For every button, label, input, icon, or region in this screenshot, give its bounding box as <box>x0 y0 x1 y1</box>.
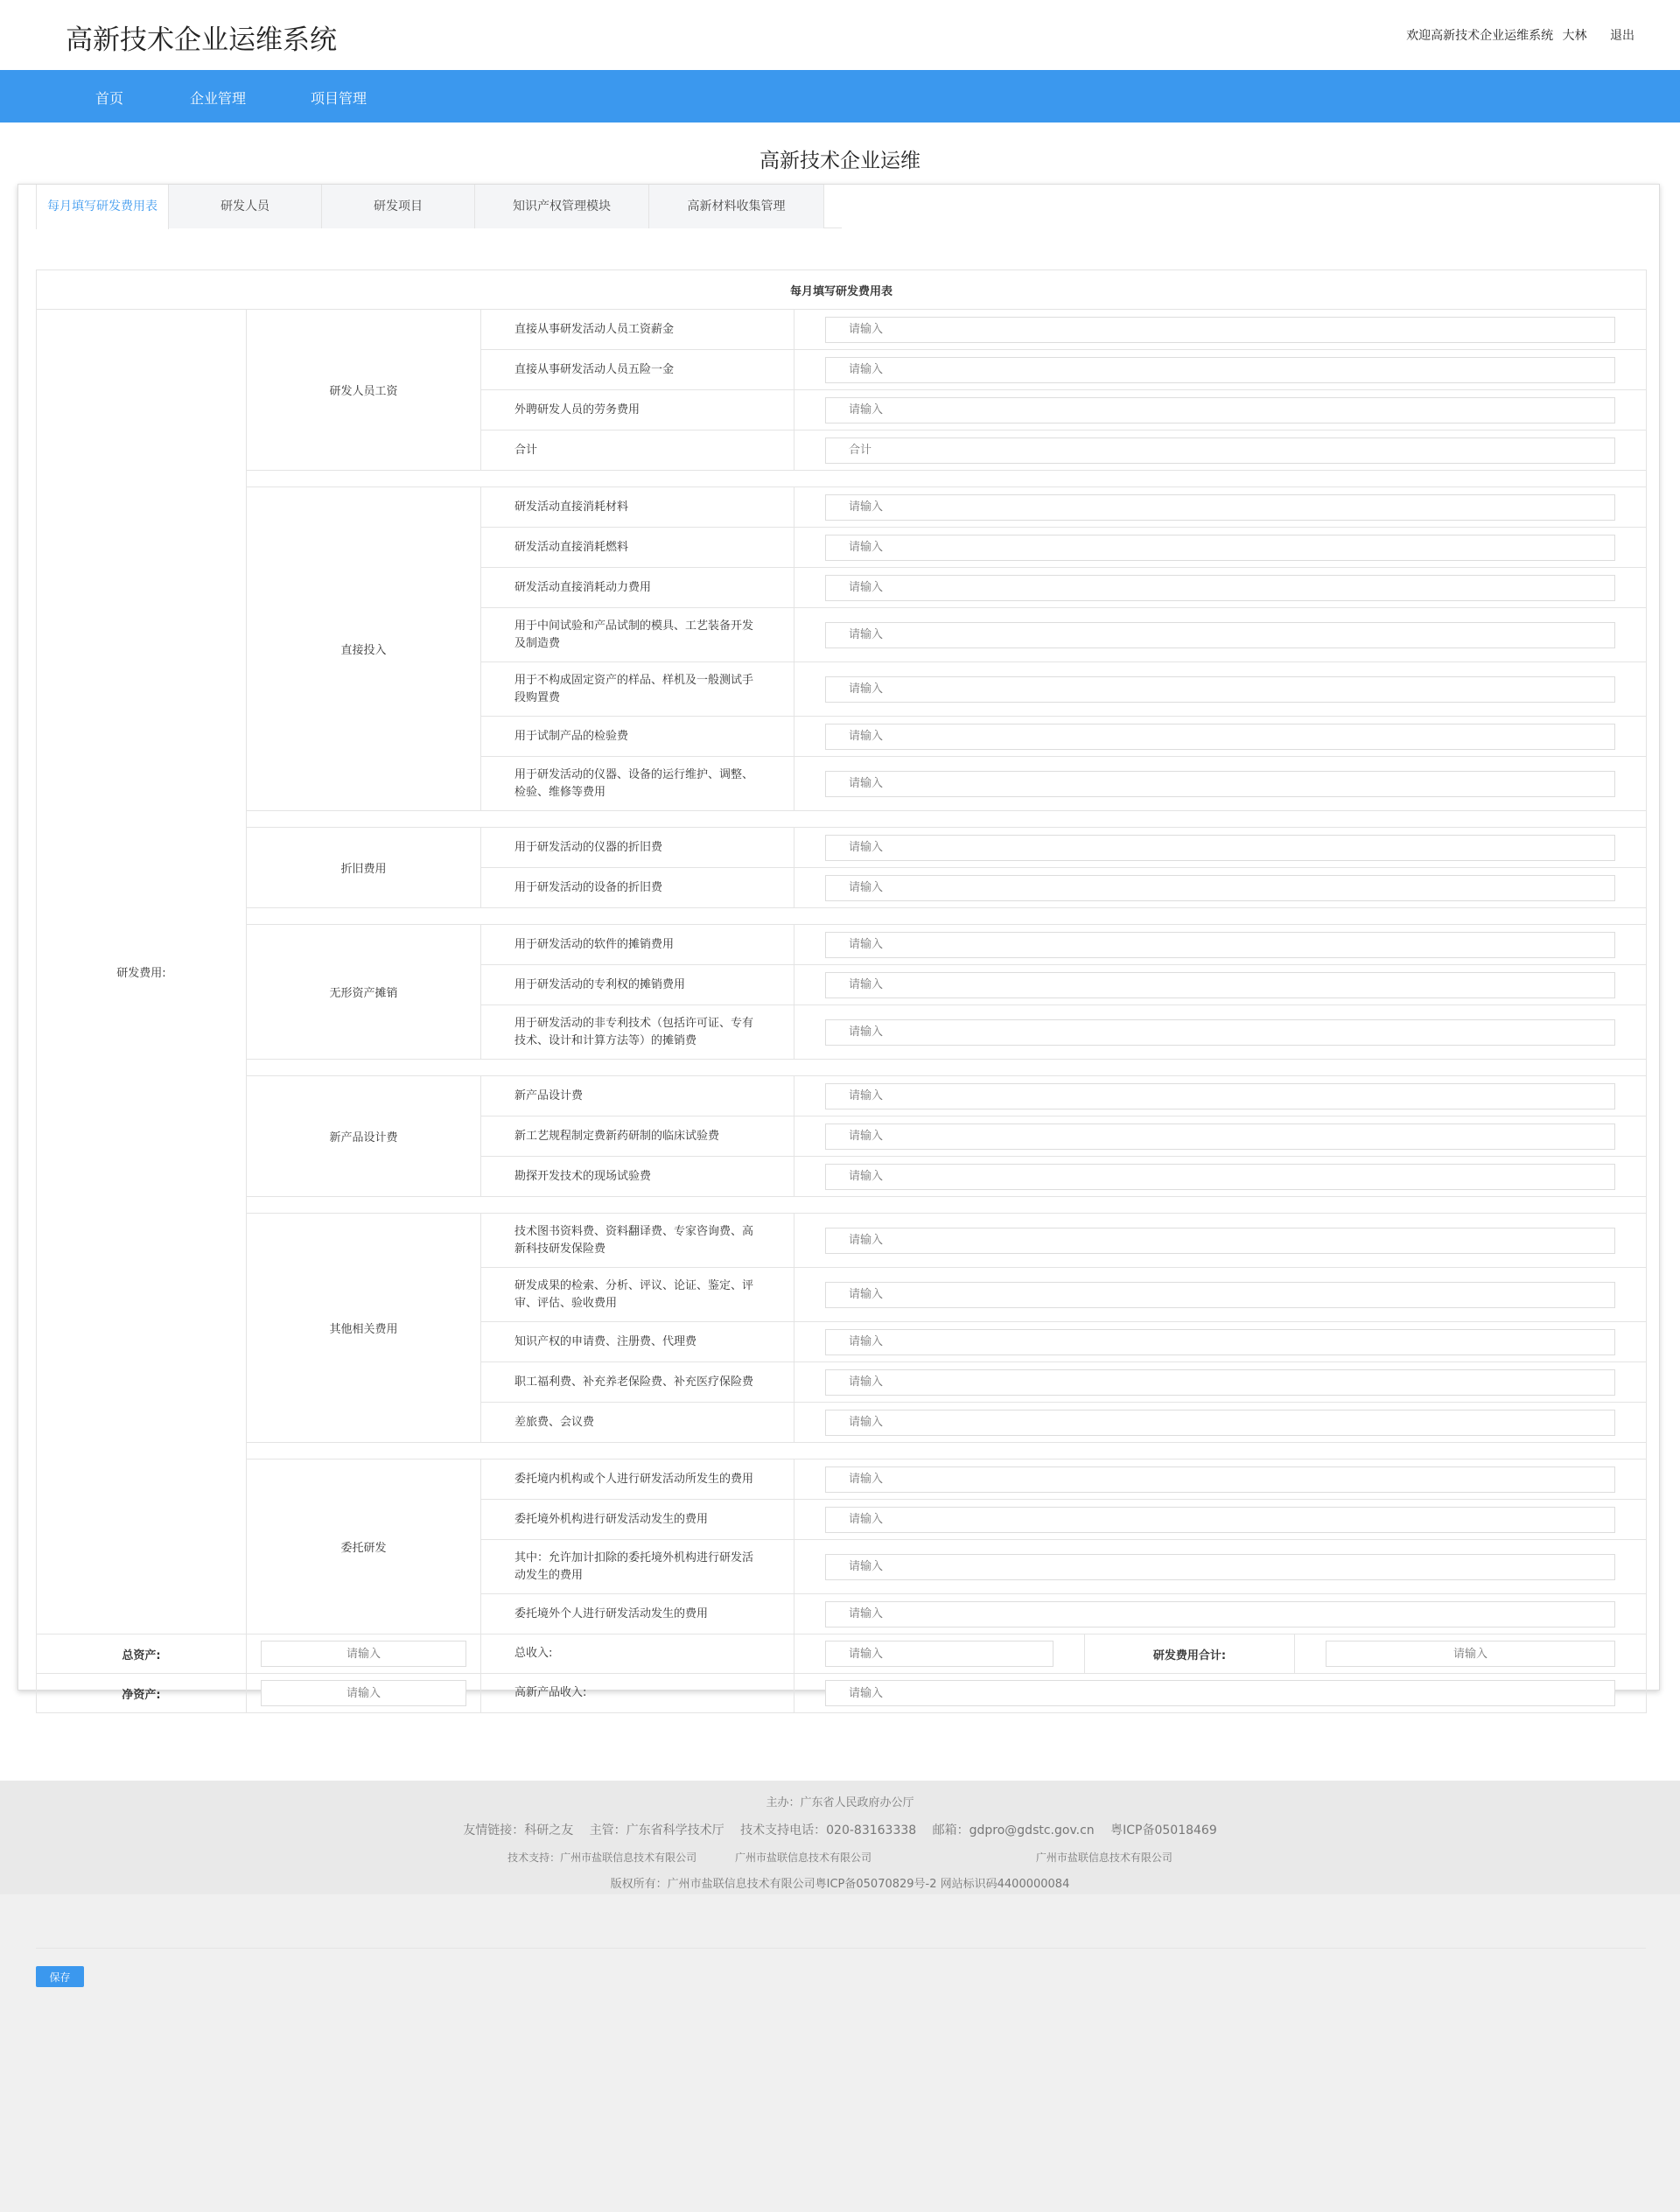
input-cell <box>794 1005 1647 1060</box>
input-cell <box>794 1362 1647 1403</box>
expense-input[interactable] <box>825 357 1615 383</box>
total-income-input[interactable] <box>825 1641 1054 1667</box>
expense-input[interactable] <box>825 1601 1615 1628</box>
footer-supervisor: 主管：广东省科学技术厅 <box>589 1824 724 1838</box>
expense-item-label: 外聘研发人员的劳务费用 <box>481 390 794 430</box>
expense-input[interactable] <box>825 1124 1615 1150</box>
tab-material-collection[interactable]: 高新材料收集管理 <box>649 185 824 228</box>
footer-hotline: 技术支持电话：020-83163338 <box>740 1824 917 1838</box>
spacer-cell <box>247 908 1647 925</box>
expense-item-label: 职工福利费、补充养老保险费、补充医疗保险费 <box>481 1362 794 1403</box>
input-cell <box>794 350 1647 390</box>
total-input[interactable] <box>825 438 1615 464</box>
expense-input[interactable] <box>825 397 1615 424</box>
input-cell <box>794 1540 1647 1594</box>
spacer-cell <box>247 1197 1647 1214</box>
input-cell <box>794 757 1647 811</box>
input-cell <box>794 390 1647 430</box>
main-nav <box>0 70 1680 122</box>
footer-support-1: 技术支持：广州市盐联信息技术有限公司 <box>508 1852 697 1864</box>
expense-input[interactable] <box>825 835 1615 861</box>
footer-copyright: 版权所有：广州市盐联信息技术有限公司粤ICP备05070829号-2 网站标识码4400000084 <box>610 1878 1070 1891</box>
header <box>0 0 1680 70</box>
expense-item-label: 其中：允许加计扣除的委托境外机构进行研发活动发生的费用 <box>481 1540 794 1594</box>
expense-input[interactable] <box>825 932 1615 958</box>
input-cell <box>794 568 1647 608</box>
input-cell <box>247 1674 481 1713</box>
expense-item-label: 用于试制产品的检验费 <box>481 717 794 757</box>
divider <box>36 1948 1646 1949</box>
input-cell <box>794 430 1647 471</box>
input-cell <box>794 717 1647 757</box>
expense-item-label: 用于研发活动的软件的摊销费用 <box>481 925 794 965</box>
user-area <box>1401 26 1634 44</box>
welcome-text: 欢迎高新技术企业运维系统 <box>1406 29 1554 43</box>
hitech-income-label: 高新产品收入: <box>481 1674 794 1713</box>
group-label: 直接投入 <box>247 487 481 811</box>
expense-item-label: 研发活动直接消耗材料 <box>481 487 794 528</box>
input-cell <box>794 310 1647 350</box>
expense-item-label: 用于研发活动的仪器、设备的运行维护、调整、检验、维修等费用 <box>481 757 794 811</box>
expense-input[interactable] <box>825 1554 1615 1580</box>
expense-input[interactable] <box>825 1410 1615 1436</box>
expense-input[interactable] <box>825 771 1615 797</box>
rd-total-label: 研发费用合计: <box>1085 1634 1295 1674</box>
user-name: 大林 <box>1562 29 1587 43</box>
expense-item-label: 技术图书资料费、资料翻译费、专家咨询费、高新科技研发保险费 <box>481 1214 794 1268</box>
expense-input[interactable] <box>825 972 1615 998</box>
input-cell <box>794 1500 1647 1540</box>
expense-item-label: 知识产权的申请费、注册费、代理费 <box>481 1322 794 1362</box>
expense-input[interactable] <box>825 1083 1615 1110</box>
input-cell <box>794 1403 1647 1443</box>
expense-input[interactable] <box>825 1164 1615 1190</box>
expense-input[interactable] <box>825 1329 1615 1355</box>
input-cell <box>794 925 1647 965</box>
expense-input[interactable] <box>825 494 1615 521</box>
expense-input[interactable] <box>825 1228 1615 1254</box>
expense-item-label: 直接从事研发活动人员五险一金 <box>481 350 794 390</box>
expense-input[interactable] <box>825 535 1615 561</box>
input-cell <box>794 1157 1647 1197</box>
tab-ip-management[interactable]: 知识产权管理模块 <box>475 185 649 228</box>
expense-item-label: 委托境外个人进行研发活动发生的费用 <box>481 1594 794 1634</box>
expense-item-label: 差旅费、会议费 <box>481 1403 794 1443</box>
input-cell <box>794 1214 1647 1268</box>
group-label: 研发人员工资 <box>247 310 481 471</box>
nav-home[interactable]: 首页 <box>95 90 124 107</box>
footer-support-2: 广州市盐联信息技术有限公司 <box>734 1852 872 1864</box>
input-cell <box>794 965 1647 1005</box>
footer-info <box>0 1821 1680 1838</box>
expense-input[interactable] <box>825 575 1615 601</box>
expense-item-label: 研发活动直接消耗燃料 <box>481 528 794 568</box>
expense-input[interactable] <box>825 875 1615 901</box>
tab-rd-staff[interactable]: 研发人员 <box>169 185 322 228</box>
expense-item-label: 勘探开发技术的现场试验费 <box>481 1157 794 1197</box>
input-cell <box>794 487 1647 528</box>
save-button[interactable]: 保存 <box>36 1966 84 1987</box>
nav-project[interactable]: 项目管理 <box>311 90 368 107</box>
footer-email: 邮箱：gdpro@gdstc.gov.cn <box>932 1824 1095 1838</box>
input-cell <box>794 1460 1647 1500</box>
expense-item-label: 用于研发活动的仪器的折旧费 <box>481 828 794 868</box>
group-label: 折旧费用 <box>247 828 481 908</box>
input-cell <box>794 1634 1085 1674</box>
expense-input[interactable] <box>825 1369 1615 1396</box>
expense-item-label: 用于研发活动的非专利技术（包括许可证、专有技术、设计和计算方法等）的摊销费 <box>481 1005 794 1060</box>
input-cell <box>794 828 1647 868</box>
input-cell <box>794 1116 1647 1157</box>
expense-item-label: 委托境内机构或个人进行研发活动所发生的费用 <box>481 1460 794 1500</box>
expense-input[interactable] <box>825 1507 1615 1533</box>
input-cell <box>794 528 1647 568</box>
expense-item-label: 委托境外机构进行研发活动发生的费用 <box>481 1500 794 1540</box>
footer-support <box>0 1850 1680 1865</box>
hitech-income-input[interactable] <box>825 1680 1615 1706</box>
main-category-label: 研发费用: <box>37 310 247 1634</box>
expense-item-label: 用于研发活动的专利权的摊销费用 <box>481 965 794 1005</box>
footer <box>0 1781 1680 1894</box>
expense-item-label: 研发成果的检索、分析、评议、论证、鉴定、评审、评估、验收费用 <box>481 1268 794 1322</box>
expense-item-label: 研发活动直接消耗动力费用 <box>481 568 794 608</box>
spacer-cell <box>247 1443 1647 1460</box>
rd-total-input[interactable] <box>1326 1641 1615 1667</box>
net-assets-label: 净资产: <box>37 1674 247 1713</box>
footer-links[interactable]: 友情链接：科研之友 <box>463 1824 574 1838</box>
input-cell <box>794 1322 1647 1362</box>
input-cell <box>1295 1634 1647 1674</box>
expense-input[interactable] <box>825 1282 1615 1308</box>
expense-input[interactable] <box>825 622 1615 648</box>
expense-item-label: 合计 <box>481 430 794 471</box>
spacer-cell <box>247 1060 1647 1076</box>
expense-input[interactable] <box>825 1466 1615 1493</box>
input-cell <box>794 868 1647 908</box>
tab-rd-project[interactable]: 研发项目 <box>322 185 475 228</box>
input-cell <box>247 1634 481 1674</box>
total-assets-label: 总资产: <box>37 1634 247 1674</box>
footer-icp: 粤ICP备05018469 <box>1110 1824 1217 1838</box>
total-income-label: 总收入: <box>481 1634 794 1674</box>
expense-item-label: 新工艺规程制定费新药研制的临床试验费 <box>481 1116 794 1157</box>
page-title: 高新技术企业运维 <box>760 150 920 172</box>
brand-title: 高新技术企业运维系统 <box>66 24 337 56</box>
expense-input[interactable] <box>825 676 1615 703</box>
group-label: 委托研发 <box>247 1460 481 1634</box>
nav-enterprise[interactable]: 企业管理 <box>190 90 247 107</box>
expense-input[interactable] <box>825 724 1615 750</box>
group-label: 新产品设计费 <box>247 1076 481 1197</box>
logout-link[interactable]: 退出 <box>1610 29 1634 43</box>
input-cell <box>794 1594 1647 1634</box>
total-assets-input[interactable] <box>261 1641 466 1667</box>
group-label: 无形资产摊销 <box>247 925 481 1060</box>
rd-expense-table <box>36 270 1647 1713</box>
expense-item-label: 用于研发活动的设备的折旧费 <box>481 868 794 908</box>
expense-item-label: 直接从事研发活动人员工资薪金 <box>481 310 794 350</box>
footer-support-3: 广州市盐联信息技术有限公司 <box>1035 1852 1172 1864</box>
expense-input[interactable] <box>825 1019 1615 1046</box>
tab-monthly-rd[interactable]: 每月填写研发费用表 <box>36 185 169 229</box>
input-cell <box>794 1076 1647 1116</box>
spacer-cell <box>247 471 1647 487</box>
expense-item-label: 用于中间试验和产品试制的模具、工艺装备开发及制造费 <box>481 608 794 662</box>
input-cell <box>794 1268 1647 1322</box>
spacer-cell <box>247 811 1647 828</box>
net-assets-input[interactable] <box>261 1680 466 1706</box>
input-cell <box>794 662 1647 717</box>
expense-item-label: 新产品设计费 <box>481 1076 794 1116</box>
tab-bar <box>36 185 842 228</box>
form-caption: 每月填写研发费用表 <box>37 270 1647 310</box>
expense-input[interactable] <box>825 317 1615 343</box>
input-cell <box>794 608 1647 662</box>
group-label: 其他相关费用 <box>247 1214 481 1443</box>
footer-sponsor: 主办：广东省人民政府办公厅 <box>766 1796 914 1810</box>
expense-item-label: 用于不构成固定资产的样品、样机及一般测试手段购置费 <box>481 662 794 717</box>
input-cell <box>794 1674 1647 1713</box>
